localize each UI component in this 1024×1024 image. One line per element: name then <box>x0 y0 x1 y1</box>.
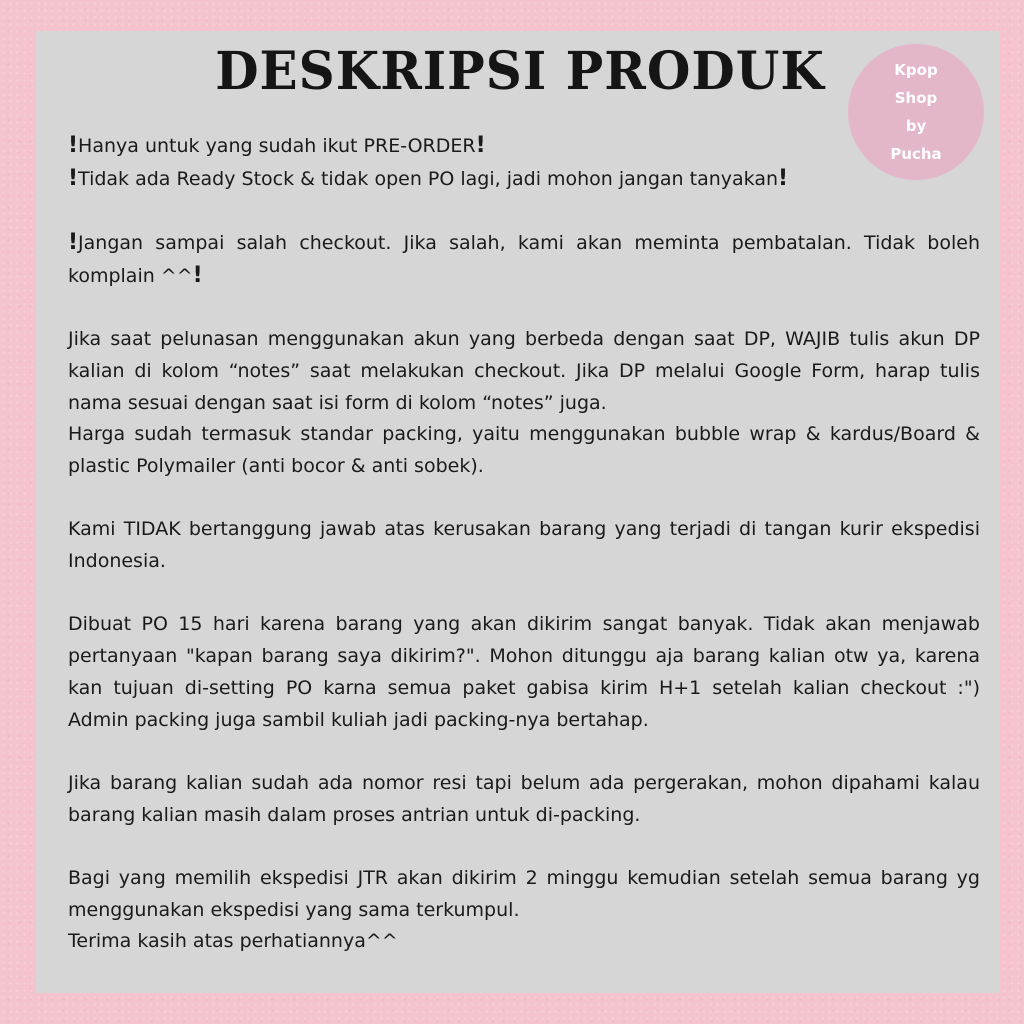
exclamation-icon: ! <box>192 262 203 288</box>
logo-line-4: Pucha <box>890 145 942 163</box>
paragraph-tracking: Jika barang kalian sudah ada nomor resi tapi belum ada pergerakan, mohon dipahami kalau barang kalian masih dalam proses antrian untuk di-packing. <box>68 771 980 826</box>
exclamation-icon: ! <box>778 165 789 191</box>
notice-no-ready-stock-text: Tidak ada Ready Stock & tidak open PO lagi, jadi mohon jangan tanyakan <box>78 167 779 190</box>
paragraph-po-duration: Dibuat PO 15 hari karena barang yang akan dikirim sangat banyak. Tidak akan menjawab pertanyaan "kapan barang saya dikirim?". Mohon ditunggu aja barang kalian otw ya, karena kan tujuan di-setting PO karna semua paket gabisa kirim H+1 setelah kalian checkout :") Admin packing juga sambil kuliah jadi packing-nya bertahap. <box>68 613 980 731</box>
page-title: DESKRIPSI PRODUK <box>215 39 825 102</box>
notice-checkout-warning <box>68 227 980 292</box>
logo-line-3: by <box>905 117 927 135</box>
notice-preorder-only <box>68 130 980 163</box>
description-body <box>68 130 980 958</box>
notice-checkout-warning-text: Jangan sampai salah checkout. Jika salah, kami akan meminta pembatalan. Tidak boleh komplain ^^ <box>68 232 980 287</box>
paragraph-thanks: Terima kasih atas perhatiannya^^ <box>68 930 398 953</box>
paragraph-liability: Kami TIDAK bertanggung jawab atas kerusakan barang yang terjadi di tangan kurir ekspedisi Indonesia. <box>68 518 980 573</box>
notice-preorder-text: Hanya untuk yang sudah ikut PRE-ORDER <box>78 135 476 157</box>
logo-line-2: Shop <box>894 89 938 107</box>
exclamation-icon: ! <box>68 133 79 158</box>
exclamation-icon: ! <box>68 165 79 191</box>
logo-line-1: Kpop <box>894 61 938 79</box>
exclamation-icon: ! <box>68 230 79 256</box>
paragraph-payment-account: Jika saat pelunasan menggunakan akun yang berbeda dengan saat DP, WAJIB tulis akun DP kalian di kolom “notes” saat melakukan checkout. Jika DP melalui Google Form, harap tulis nama sesuai dengan saat isi form di kolom “notes” juga. <box>68 328 980 414</box>
paragraph-jtr-shipping: Bagi yang memilih ekspedisi JTR akan dikirim 2 minggu kemudian setelah semua barang yg menggunakan ekspedisi yang sama terkumpul. <box>68 867 980 921</box>
paragraph-packing: Harga sudah termasuk standar packing, yaitu menggunakan bubble wrap & kardus/Board & plastic Polymailer (anti bocor & anti sobek). <box>68 423 980 477</box>
exclamation-icon: ! <box>475 133 486 158</box>
notice-no-ready-stock <box>68 163 980 196</box>
